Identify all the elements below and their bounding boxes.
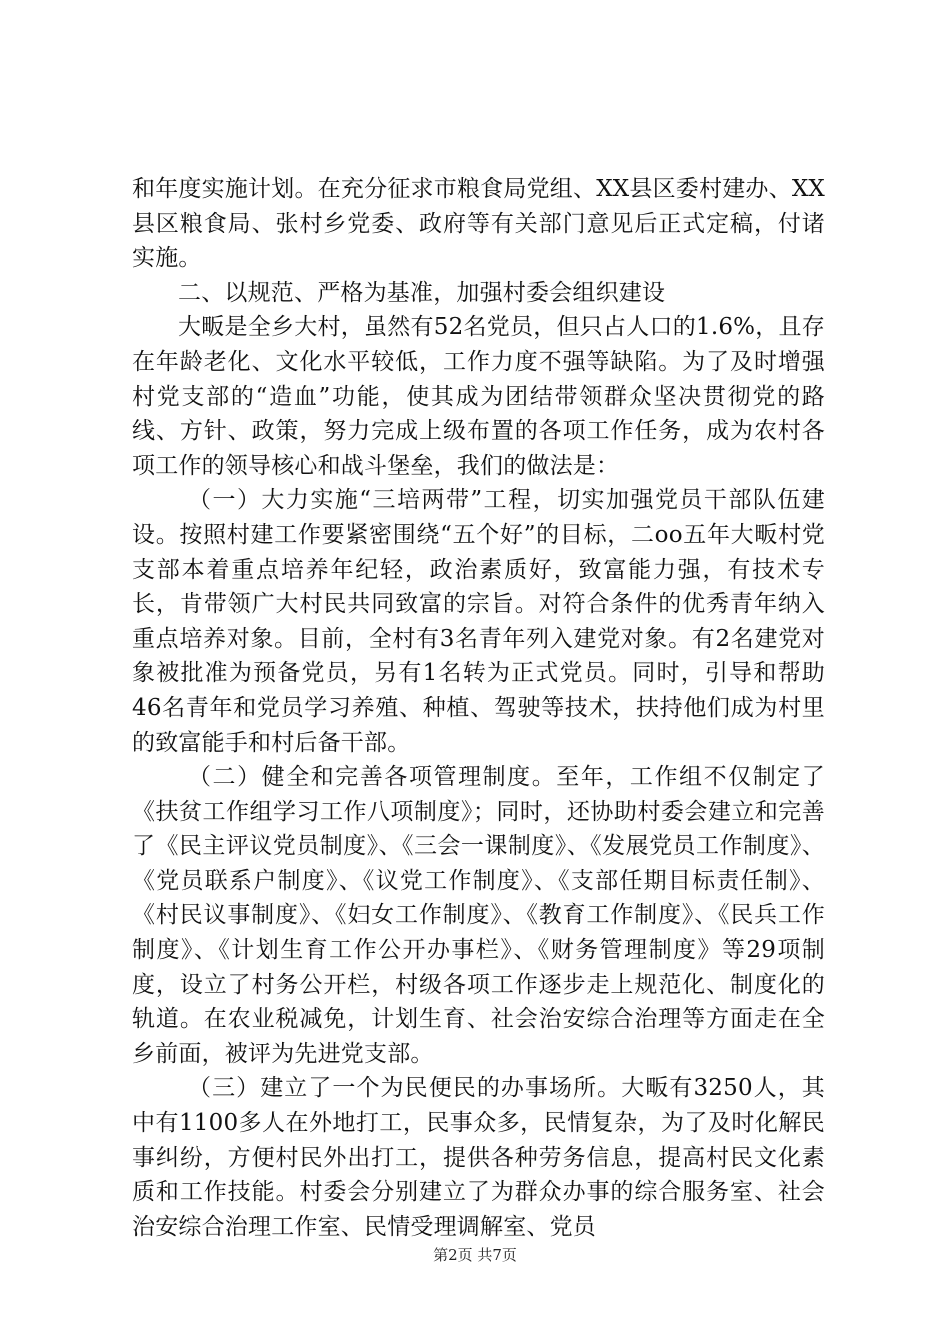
- paragraph-continuation: 和年度实施计划。在充分征求市粮食局党组、XX县区委村建办、XX县区粮食局、张村乡党委、政府等有关部门意见后正式定稿，付诸实施。: [132, 176, 825, 272]
- paragraph-item-1: （一）大力实施“三培两带”工程，切实加强党员干部队伍建设。按照村建工作要紧密围绕“五个好”的目标，二oo五年大畈村党支部本着重点培养年纪轻，政治素质好，致富能力强，有技术专长，肯带领广大村民共同致富的宗旨。对符合条件的优秀青年纳入重点培养对象。目前，全村有3名青年列入建党对象。有2名建党对象被批准为预备党员，另有1名转为正式党员。同时，引导和帮助46名青年和党员学习养殖、种植、驾驶等技术，扶持他们成为村里的致富能手和村后备干部。: [132, 487, 825, 756]
- page-footer: 第2页 共7页: [433, 1246, 517, 1264]
- paragraph-item-3: （三）建立了一个为民便民的办事场所。大畈有3250人，其中有1100多人在外地打工，民事众多，民情复杂，为了及时化解民事纠纷，方便村民外出打工，提供各种劳务信息，提高村民文化素质和工作技能。村委会分别建立了为群众办事的综合服务室、社会治安综合治理工作室、民情受理调解室、党员: [132, 1075, 825, 1240]
- paragraph-item-2: （二）健全和完善各项管理制度。至年，工作组不仅制定了《扶贫工作组学习工作八项制度》；同时，还协助村委会建立和完善了《民主评议党员制度》、《三会一课制度》、《发展党员工作制度》、《党员联系户制度》、《议党工作制度》、《支部任期目标责任制》、《村民议事制度》、《妇女工作制度》、《教育工作制度》、《民兵工作制度》、《计划生育工作公开办事栏》、《财务管理制度》等29项制度，设立了村务公开栏，村级各项工作逐步走上规范化、制度化的轨道。在农业税减免，计划生育、社会治安综合治理等方面走在全乡前面，被评为先进党支部。: [132, 764, 825, 1067]
- document-body: [132, 172, 825, 1244]
- section-heading: 二、以规范、严格为基准，加强村委会组织建设: [178, 279, 666, 306]
- paragraph-intro: 大畈是全乡大村，虽然有52名党员，但只占人口的1.6%，且存在年龄老化、文化水平较低，工作力度不强等缺陷。为了及时增强村党支部的“造血”功能，使其成为团结带领群众坚决贯彻党的路线、方针、政策，努力完成上级布置的各项工作任务，成为农村各项工作的领导核心和战斗堡垒，我们的做法是：: [132, 314, 825, 479]
